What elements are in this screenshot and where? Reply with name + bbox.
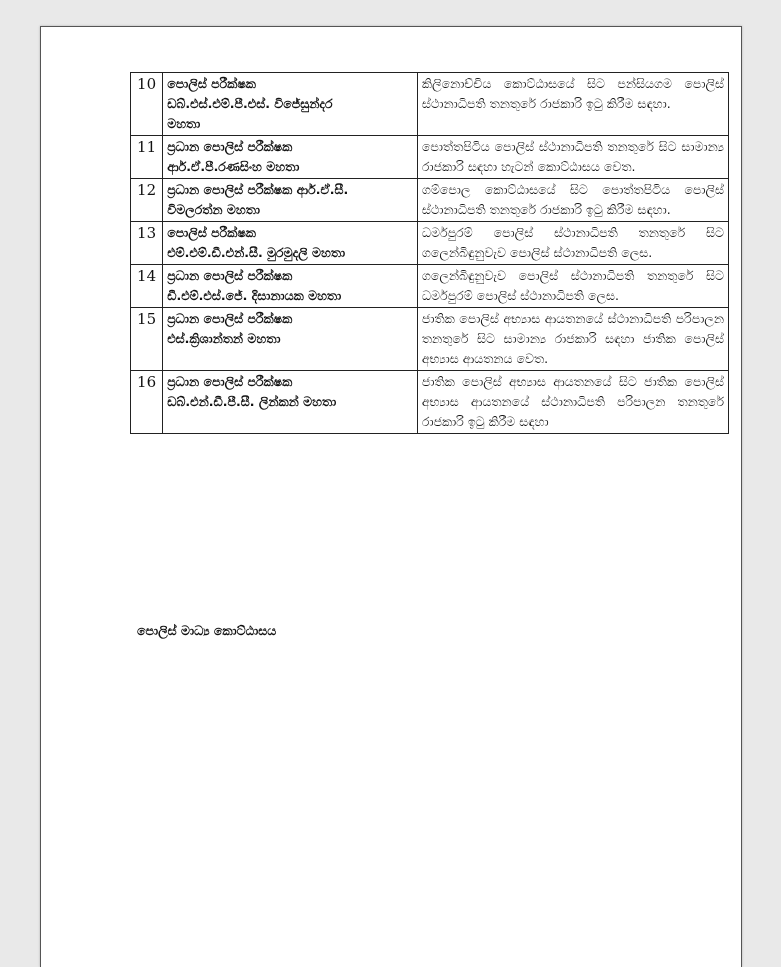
table-row bbox=[131, 222, 729, 265]
transfer-description: කිලිනොච්චිය කොට්ඨාසයේ සිට පන්සියගම පොලිස් ස්ථානාධිපති තනතුරේ රාජකාරි ඉටු කිරීම සඳහා. bbox=[417, 73, 728, 136]
officer-name-line: ආර්.ඒ.පී.රණසිංහ මහතා bbox=[167, 159, 300, 174]
officer-name-line: ඩබ්.එන්.ඩී.පී.සී. ලින්කන් මහතා bbox=[167, 394, 337, 409]
officer-name-line: ඩී.එම්.එස්.ජේ. දිසානායක මහතා bbox=[167, 288, 342, 303]
officer-name-line: එස්.ක්‍රිශාන්තන් මහතා bbox=[167, 331, 281, 346]
table-row bbox=[131, 73, 729, 136]
officer-name-line: ප්‍රධාන පොලිස් පරීක්ෂක ආර්.ඒ.සී. bbox=[167, 182, 349, 197]
officer-name-line: ප්‍රධාන පොලිස් පරීක්ෂක bbox=[167, 139, 293, 154]
table-row bbox=[131, 371, 729, 434]
transfer-description: ජාතික පොලිස් අභ්‍යාස ආයතනයේ සිට ජාතික පොලිස් අභ්‍යාස ආයතනයේ ස්ථානාධිපති පරිපාලන තනතුරේ රාජකාරි ඉටු කිරීම සඳහා bbox=[417, 371, 728, 434]
transfer-description: ජාතික පොලිස් අභ්‍යාස ආයතනයේ ස්ථානාධිපති පරිපාලන තනතුරේ සිට සාමාන්‍ය රාජකාරි සඳහා ජාතික පොලිස් අභ්‍යාස ආයතනය වෙත. bbox=[417, 308, 728, 371]
row-number: 11 bbox=[131, 136, 163, 179]
row-number: 15 bbox=[131, 308, 163, 371]
officer-name-line: ඩබ්.එස්.එම්.පී.එස්. විජේසුන්දර bbox=[167, 96, 333, 111]
officer-name-line: පොලිස් පරීක්ෂක bbox=[167, 225, 256, 240]
officer-name-cell bbox=[163, 222, 418, 265]
officer-name-line: ප්‍රධාන පොලිස් පරීක්ෂක bbox=[167, 268, 293, 283]
officer-name-cell bbox=[163, 73, 418, 136]
officer-name-cell bbox=[163, 308, 418, 371]
officer-name-line: එම්.එම්.ඩී.එන්.සී. මුරමුදලි මහතා bbox=[167, 245, 346, 260]
officer-name-line: ප්‍රධාන පොලිස් පරීක්ෂක bbox=[167, 311, 293, 326]
row-number: 12 bbox=[131, 179, 163, 222]
officer-name-line: විමලරත්න මහතා bbox=[167, 202, 261, 217]
transfer-description: ධර්මපුරම් පොලිස් ස්ථානාධිපති තනතුරේ සිට ගලෙන්බිඳුනුවැව පොලිස් ස්ථානාධිපති ලෙස. bbox=[417, 222, 728, 265]
table-row bbox=[131, 265, 729, 308]
officer-name-line: පොලිස් පරීක්ෂක bbox=[167, 76, 256, 91]
table-row bbox=[131, 136, 729, 179]
officer-name-line: ප්‍රධාන පොලිස් පරීක්ෂක bbox=[167, 374, 293, 389]
officer-name-cell bbox=[163, 371, 418, 434]
transfer-table bbox=[130, 72, 729, 434]
transfer-description: ගලෙන්බිඳුනුවැව පොලිස් ස්ථානාධිපති තනතුරේ සිට ධර්මපුරම් පොලිස් ස්ථානාධිපති ලෙස. bbox=[417, 265, 728, 308]
officer-name-cell bbox=[163, 136, 418, 179]
signature-line: පොලිස් මාධ්‍ය කොට්ඨාසය bbox=[137, 623, 277, 638]
table-row bbox=[131, 179, 729, 222]
row-number: 14 bbox=[131, 265, 163, 308]
officer-name-cell bbox=[163, 265, 418, 308]
transfer-description: ගම්පොල කොට්ඨාසයේ සිට පොත්තපිටිය පොලිස් ස්ථානාධිපති තනතුරේ රාජකාරි ඉටු කිරීම සඳහා. bbox=[417, 179, 728, 222]
transfer-description: පොත්තපිටිය පොලිස් ස්ථානාධිපති තනතුරේ සිට සාමාන්‍ය රාජකාරි සඳහා හැටන් කොට්ඨාසය වෙත. bbox=[417, 136, 728, 179]
document-page bbox=[40, 26, 742, 967]
officer-name-line: මහතා bbox=[167, 116, 201, 131]
transfer-table-body bbox=[131, 73, 729, 434]
officer-name-cell bbox=[163, 179, 418, 222]
table-row bbox=[131, 308, 729, 371]
row-number: 13 bbox=[131, 222, 163, 265]
row-number: 16 bbox=[131, 371, 163, 434]
row-number: 10 bbox=[131, 73, 163, 136]
